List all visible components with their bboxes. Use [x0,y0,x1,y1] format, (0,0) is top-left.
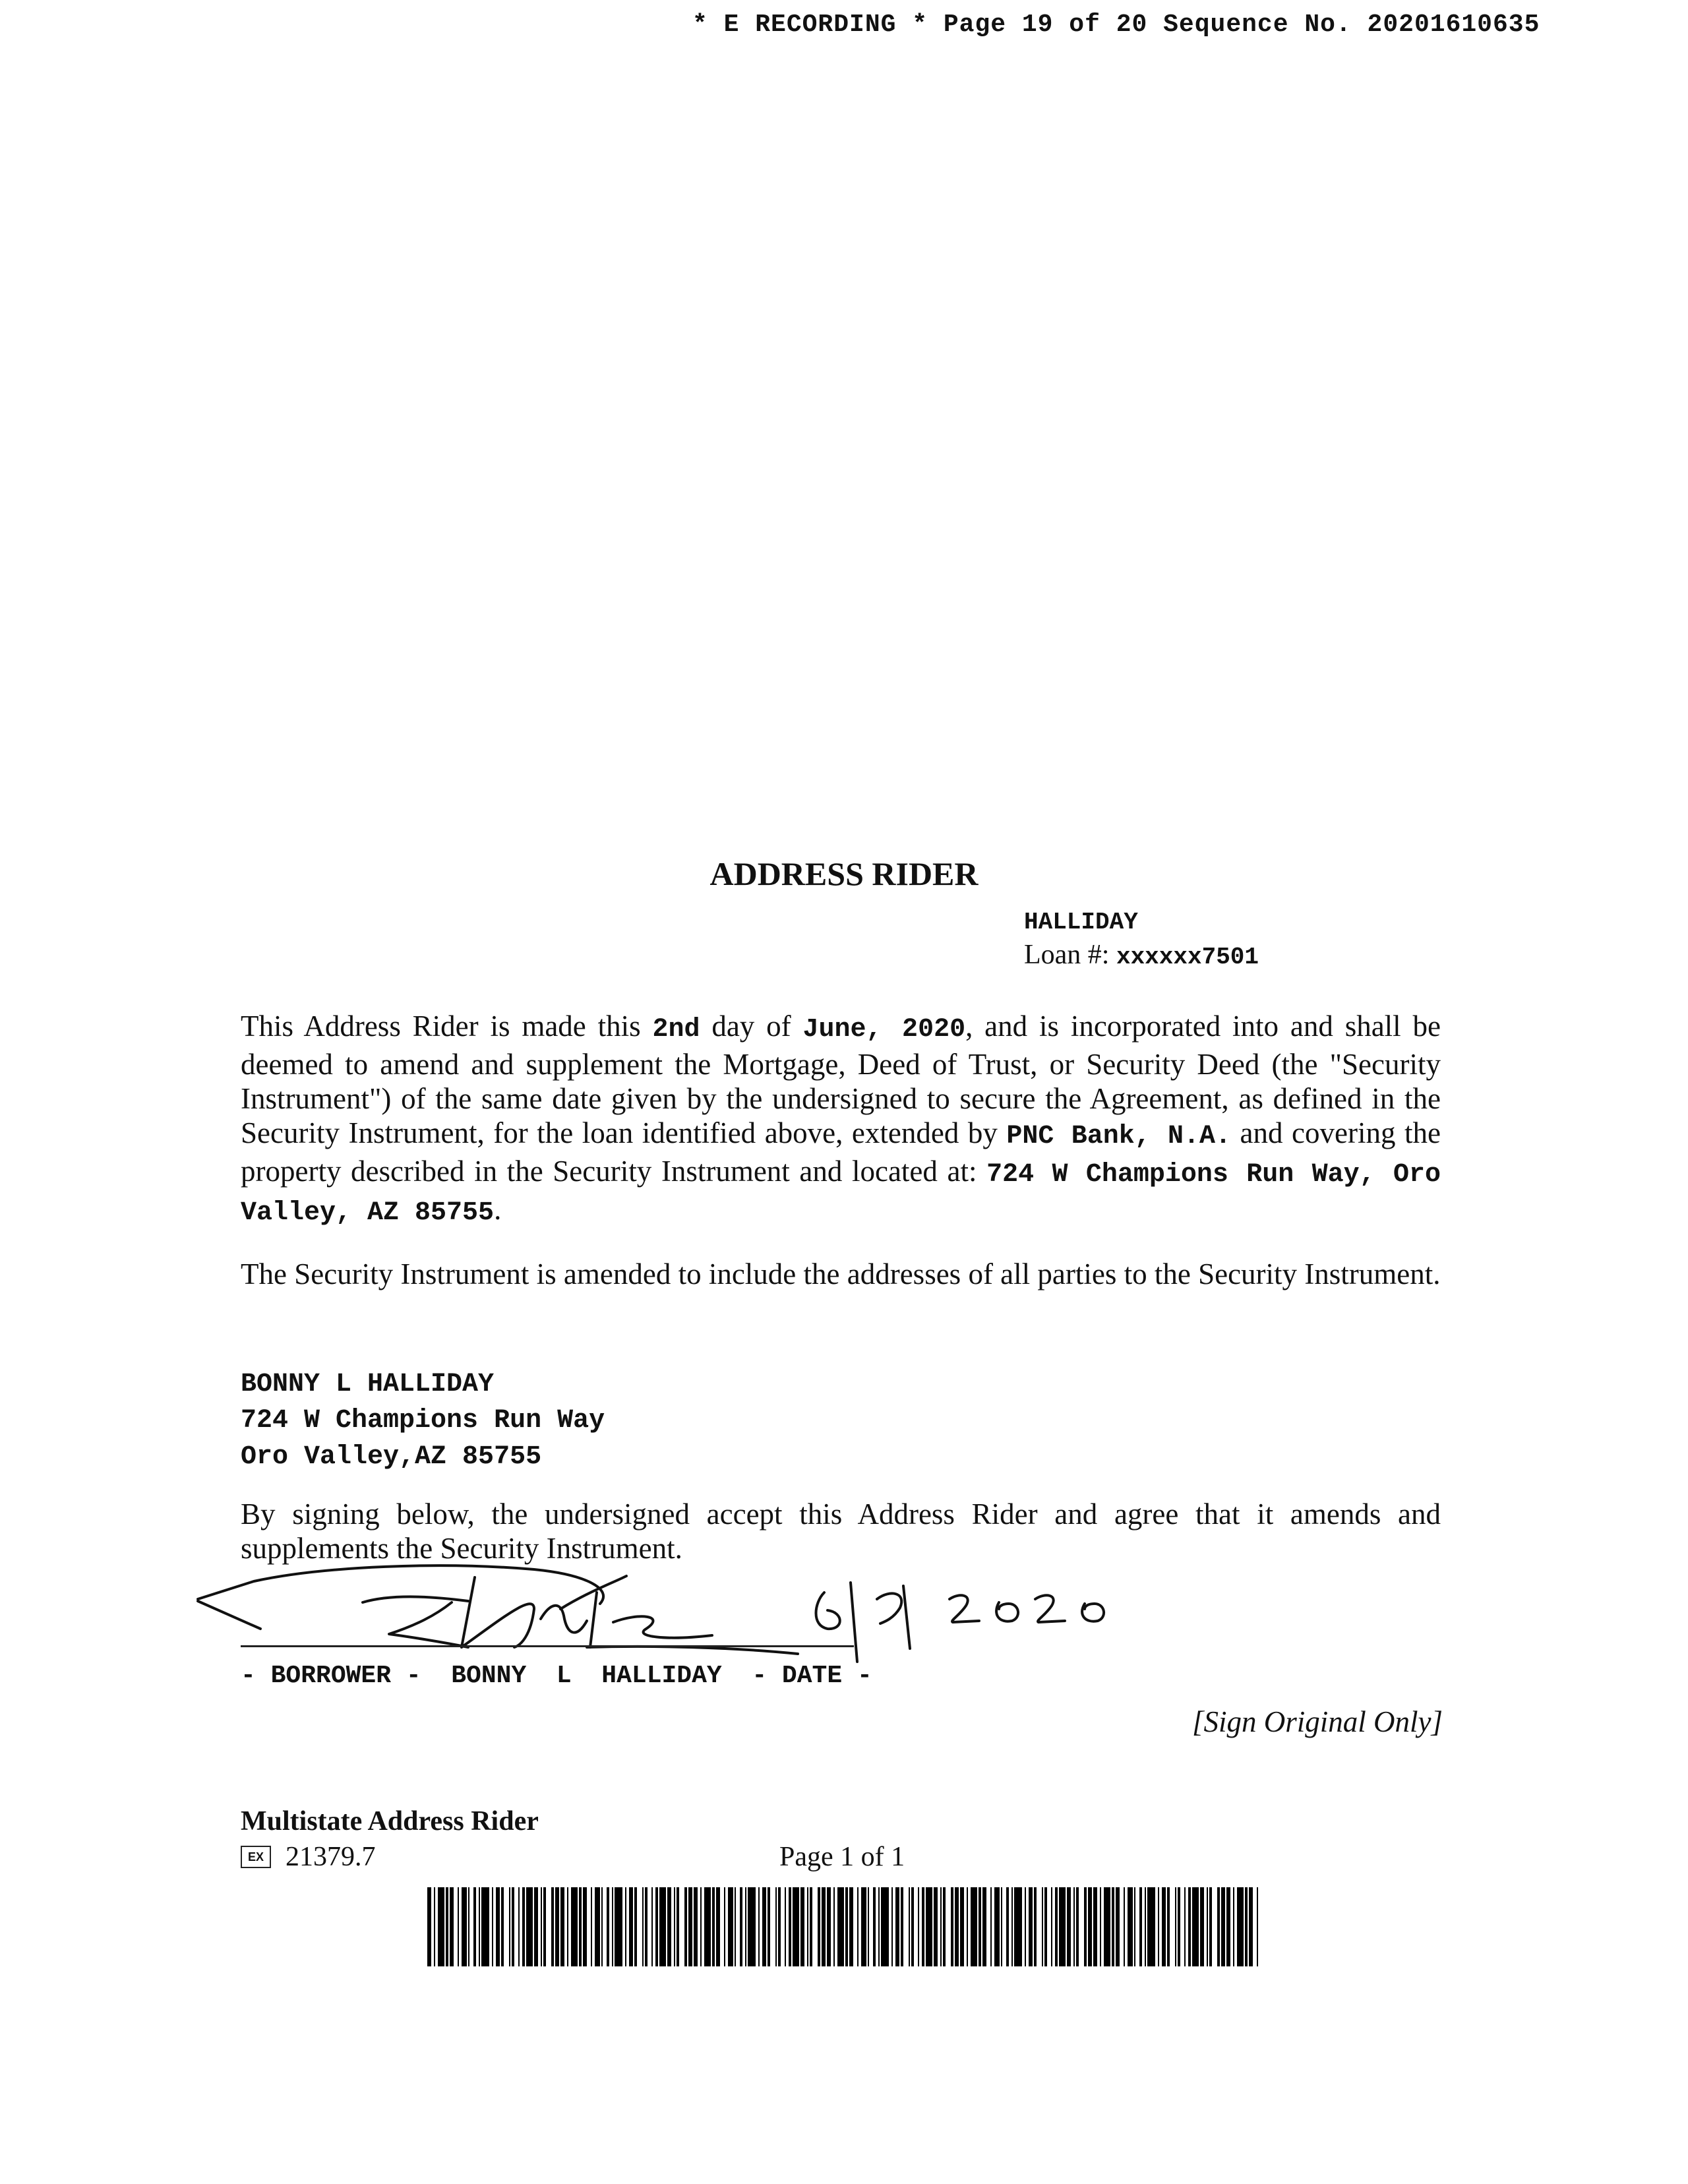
para-text: and covering the property described in the Security Instrument and located at: [241,1116,1441,1188]
signature-caption: - BORROWER - BONNY L HALLIDAY - DATE - [241,1662,872,1690]
loan-label: Loan #: [1024,940,1110,970]
borrower-name: BONNY L HALLIDAY [241,1370,495,1399]
form-number-row [241,1841,376,1873]
page-count: Page 1 of 1 [779,1842,905,1872]
rider-paragraph [241,1009,1441,1230]
form-software-icon: EX [241,1846,271,1868]
form-name: Multistate Address Rider [241,1806,539,1836]
borrower-street: 724 W Champions Run Way [241,1406,605,1436]
form-number: 21379.7 [286,1842,376,1872]
para-text: , and is incorporated into and shall be deemed to amend and supplement the Mortgage, Deed of Trust, or Security Deed (the "Security Instrument") of the same date given by the undersigned to secure the Agreement, as defined in the Security Instrument, for the loan identified above, extended by [241,1010,1441,1149]
recording-header: * E RECORDING * Page 19 of 20 Sequence No. 20201610635 [692,11,1540,39]
property-address: 724 W Champions Run Way, Oro Valley, AZ 85755 [241,1160,1441,1228]
borrower-surname: HALLIDAY [1024,909,1138,936]
handwritten-signature [191,1563,1147,1668]
signature-line [241,1645,854,1647]
loan-number-line [1024,939,1259,971]
rider-date: June, 2020 [802,1015,966,1045]
signing-paragraph: By signing below, the undersigned accept this Address Rider and agree that it amends and supplements the Security Instrument. [241,1498,1441,1565]
lender-name: PNC Bank, N.A. [1006,1122,1232,1151]
para-text: day of [700,1010,803,1043]
barcode [427,1887,1258,1966]
para-text: This Address Rider is made this [241,1010,653,1043]
loan-number: xxxxxx7501 [1116,944,1259,971]
borrower-address-block [241,1366,605,1475]
amendment-paragraph: The Security Instrument is amended to include the addresses of all parties to the Security Instrument. [241,1258,1441,1290]
document-title: ADDRESS RIDER [709,855,979,892]
rider-day: 2nd [652,1015,700,1045]
borrower-city-state-zip: Oro Valley,AZ 85755 [241,1442,542,1472]
para-text: . [494,1193,502,1226]
sign-original-note: [Sign Original Only] [1191,1705,1443,1738]
